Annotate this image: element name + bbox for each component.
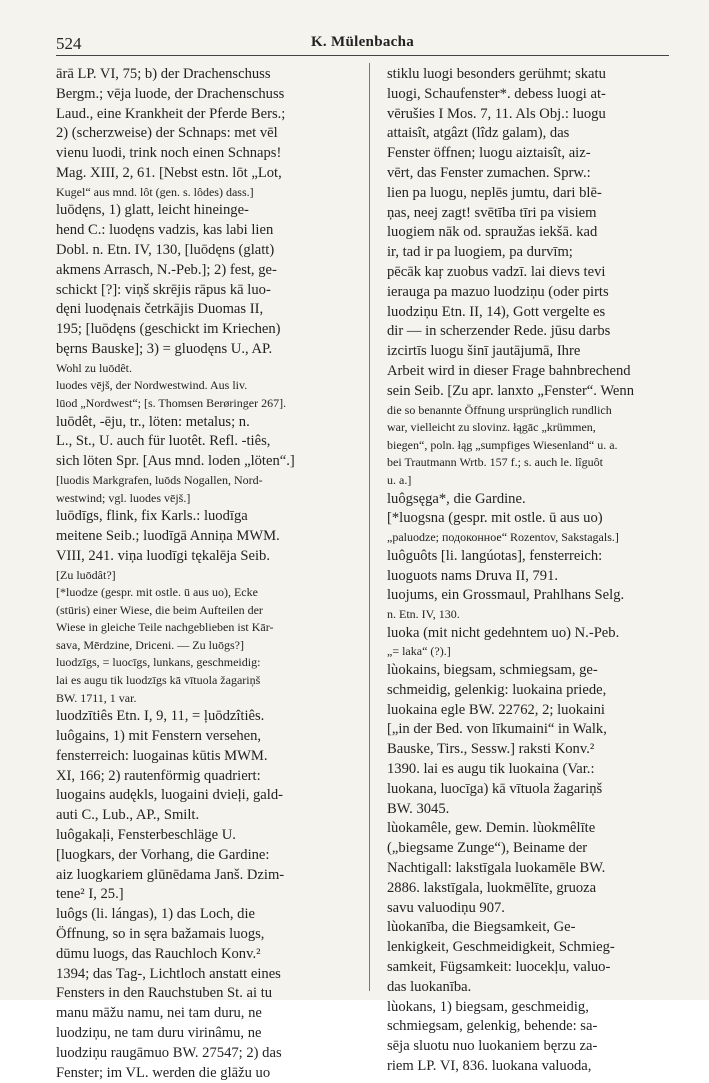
text-line: auti C., Lub., AP., Smilt. xyxy=(56,807,200,824)
text-line: Nachtigall: lakstīgala luokamēle BW. xyxy=(387,860,606,877)
text-line: luodziņu Etn. II, 14), Gott vergelte es xyxy=(387,303,606,320)
page-header xyxy=(56,30,669,54)
text-line: attaisît, atgâzt (lîdz galam), das xyxy=(387,125,570,142)
text-line: Öffnung, so in sęra bažamais luogs, xyxy=(56,926,265,943)
text-line: meitene Seib.; luodīgā Anniņa MWM. xyxy=(56,527,280,544)
text-line: lai es augu tik luodzīgs kā vītuola žagariņš xyxy=(56,673,261,688)
text-line: aiz luogkariem glūnēdama Janš. Dzim- xyxy=(56,866,285,883)
text-line: Fenster öffnen; luogu aiztaisît, aiz- xyxy=(387,145,591,162)
text-line: ņas, neej zagt! svētība tīri pa visiem xyxy=(387,204,597,221)
text-line: [Zu luōdât?] xyxy=(56,567,116,582)
text-line: luodzītiês Etn. I, 9, 11, = ļuōdzîtiês. xyxy=(56,708,265,725)
text-line: L., St., U. auch für luotêt. Refl. -tiês, xyxy=(56,433,271,450)
text-line: [*luodze (gespr. mit ostle. ū aus uo), Ecke xyxy=(56,585,258,600)
text-line: izcirtīs luogu šinī jautājumā, Ihre xyxy=(387,343,581,360)
text-line: stiklu luogi besonders gerühmt; skatu xyxy=(387,66,606,82)
text-line: luojums, ein Grossmaul, Prahlhans Selg. xyxy=(387,587,625,604)
text-line: dir — in scherzender Rede. jūsu darbs xyxy=(387,323,611,340)
text-line: 2886. lakstīgala, luokmēlīte, gruoza xyxy=(387,879,597,896)
text-line: luôgakaļi, Fensterbeschläge U. xyxy=(56,827,236,844)
text-line: schmiegsam, gelenkig, behende: sa- xyxy=(387,1018,598,1035)
running-head: K. Mülenbacha xyxy=(310,34,415,50)
text-line: pēcāk kaŗ zuobus vadzī. lai dievs tevi xyxy=(387,263,606,280)
text-line: schmeidig, gelenkig: luokaina priede, xyxy=(387,681,607,698)
text-line: hend C.: luodęns vadzis, kas labi lien xyxy=(56,222,274,239)
text-line: savu valuodiņu 907. xyxy=(387,899,505,916)
text-line: fensterreich: luogainas kūtis MWM. xyxy=(56,747,268,764)
text-line: samkeit, Fügsamkeit: luocekļu, valuo- xyxy=(387,959,611,976)
text-line: manu māžu namu, nei tam duru, ne xyxy=(56,1005,262,1022)
left-column xyxy=(56,65,354,1081)
text-line: XI, 166; 2) rautenförmig quadriert: xyxy=(56,767,261,784)
text-line: luodzīgs, = luocīgs, lunkans, geschmeidig: xyxy=(56,655,261,670)
text-line: [luogkars, der Vorhang, die Gardine: xyxy=(56,846,270,863)
text-line: Arbeit wird in dieser Frage bahnbrechend xyxy=(387,362,631,379)
text-line: sava, Mērdzine, Driceni. — Zu luōgs?] xyxy=(56,637,244,652)
text-line: riem LP. VI, 836. luokana valuoda, xyxy=(387,1058,592,1075)
text-line: luoguots nams Druva II, 791. xyxy=(387,567,559,584)
text-line: westwind; vgl. luodes vējš.] xyxy=(56,490,191,505)
column-divider xyxy=(369,63,370,991)
text-line: Fenster; im VL. werden die glāžu uo xyxy=(56,1064,271,1081)
text-line: luodziņu, ne tam duru virinâmu, ne xyxy=(56,1025,262,1041)
text-line: Bergm.; vēja luode, der Drachenschuss xyxy=(56,85,285,102)
text-line: Fensters in den Rauchstuben St. ai tu xyxy=(56,985,273,1002)
text-line: lenkigkeit, Geschmeidigkeit, Schmieg- xyxy=(387,939,615,956)
text-line: luōdīgs, flink, fix Karls.: luodīga xyxy=(56,508,248,525)
text-line: luōdêt, -ēju, tr., löten: metalus; n. xyxy=(56,413,250,430)
text-line: BW. 3045. xyxy=(387,800,450,817)
text-line: lùokamêle, gew. Demin. lùokmêlīte xyxy=(387,820,596,837)
text-line: tene² I, 25.] xyxy=(56,886,124,903)
text-line: n. Etn. IV, 130. xyxy=(387,607,460,622)
text-line: luodziņu raugāmuo BW. 27547; 2) das xyxy=(56,1044,282,1061)
text-line: dūmu luogs, das Rauchloch Konv.² xyxy=(56,945,261,962)
text-line: luogains audękls, luogaini dvieļi, gald- xyxy=(56,787,283,804)
header-rule xyxy=(56,55,669,56)
text-line: ierauga pa mazuo luodziņu (oder pirts xyxy=(387,283,609,300)
text-line: luôgsęga*, die Gardine. xyxy=(387,490,526,507)
text-line: u. a.] xyxy=(387,472,412,487)
text-line: vērt, das Fenster zumachen. Sprw.: xyxy=(387,164,591,181)
text-line: ir, tad ir pa luogiem, pa durvīm; xyxy=(387,244,573,261)
text-line: [*luogsna (gespr. mit ostle. ū aus uo) xyxy=(387,510,603,527)
text-line: lūod „Nordwest“; [s. Thomsen Berøringer 267]. xyxy=(56,395,287,410)
text-line: luōdęns, 1) glatt, leicht hineinge- xyxy=(56,202,249,219)
text-line: lùokains, biegsam, schmiegsam, ge- xyxy=(387,662,598,679)
text-line: VIII, 241. viņa luodīgi tękalēja Seib. xyxy=(56,547,270,564)
right-column xyxy=(387,65,671,1075)
text-line: 1394; das Tag-, Lichtloch anstatt eines xyxy=(56,965,281,982)
text-line: sēja sluotu nuo luokaniem bęrzu za- xyxy=(387,1038,598,1055)
text-line: bęrns Bauske]; 3) = gluodęns U., AP. xyxy=(56,340,273,357)
text-line: Wohl zu luōdêt. xyxy=(56,360,133,375)
text-line: Kugel“ aus mnd. lôt (gen. s. lôdes) dass.] xyxy=(56,184,254,199)
text-line: luogi, Schaufenster*. debess luogi at- xyxy=(387,85,606,102)
text-line: sein Seib. [Zu apr. lanxto „Fenster“. Wenn xyxy=(387,382,634,399)
text-line: die so benannte Öffnung ursprünglich rundlich xyxy=(387,402,612,417)
text-line: 1390. lai es augu tik luokaina (Var.: xyxy=(387,761,595,778)
text-line: dęni luodęnais četrkājis Duomas II, xyxy=(56,301,264,318)
text-line: luogiem nāk od. spraužas iekšā. kad xyxy=(387,224,598,241)
text-line: [„in der Bed. von līkumaini“ in Walk, xyxy=(387,721,607,738)
text-line: Laud., eine Krankheit der Pferde Bers.; xyxy=(56,105,286,122)
text-line: Dobl. n. Etn. IV, 130, [luōdęns (glatt) xyxy=(56,241,275,258)
text-line: luôgs (li. lángas), 1) das Loch, die xyxy=(56,906,255,923)
text-line: Bauske, Tirs., Sessw.] raksti Konv.² xyxy=(387,741,595,758)
text-line: lùokans, 1) biegsam, geschmeidig, xyxy=(387,998,589,1015)
text-line: luokaina egle BW. 22762, 2; luokaini xyxy=(387,701,605,718)
text-line: 2) (scherzweise) der Schnaps: met vēl xyxy=(56,125,278,142)
text-line: schickt [?]: viņš skrējis rāpus kā luo- xyxy=(56,281,271,298)
text-line: war, vielleicht zu slovinz. łągāc „krümmen, xyxy=(387,420,596,435)
text-line: lùokanība, die Biegsamkeit, Ge- xyxy=(387,919,576,936)
text-line: BW. 1711, 1 var. xyxy=(56,690,137,705)
text-line: Mag. XIII, 2, 61. [Nebst estn. lōt „Lot, xyxy=(56,164,282,181)
text-line: („biegsame Zunge“), Beiname der xyxy=(387,840,588,857)
text-line: vērušies I Mos. 7, 11. Als Obj.: luogu xyxy=(387,105,606,122)
text-line: luôgains, 1) mit Fenstern versehen, xyxy=(56,728,262,745)
text-line: bei Trautmann Wrtb. 157 f.; s. auch le. lîguôt xyxy=(387,455,603,470)
text-line: „paluodze; подоконное“ Rozentov, Sakstagals.] xyxy=(387,530,619,545)
text-line: luokana, luocīga) kā vītuola žagariņš xyxy=(387,780,603,797)
text-line: luodes vējš, der Nordwestwind. Aus liv. xyxy=(56,378,248,393)
text-line: luoka (mit nicht gedehntem uo) N.-Peb. xyxy=(387,624,620,641)
text-line: Wiese in gleiche Teile nachgeblieben ist Kār- xyxy=(56,620,274,635)
text-line: [luodis Markgrafen, luōds Nogallen, Nord- xyxy=(56,472,263,487)
text-line: „= laka“ (?).] xyxy=(387,644,451,659)
text-line: lien pa luogu, neplēs jumtu, dari blē- xyxy=(387,184,602,201)
text-line: akmens Arrasch, N.-Peb.]; 2) fest, ge- xyxy=(56,261,277,278)
page-number: 524 xyxy=(56,34,82,53)
text-line: vienu luodi, trink noch einen Schnaps! xyxy=(56,145,282,162)
text-line: luôguôts [li. langúotas], fensterreich: xyxy=(387,547,603,564)
text-line: (stūris) einer Wiese, die beim Aufteilen der xyxy=(56,602,263,617)
text-line: 195; [luōdęns (geschickt im Kriechen) xyxy=(56,321,281,338)
text-line: biegen“, poln. łąg „sumpfiges Wiesenland“ u. a. xyxy=(387,437,618,452)
text-line: sich löten Spr. [Aus mnd. loden „löten“.] xyxy=(56,453,295,470)
text-line: das luokanība. xyxy=(387,978,472,995)
text-line: ārā LP. VI, 75; b) der Drachenschuss xyxy=(56,66,271,82)
